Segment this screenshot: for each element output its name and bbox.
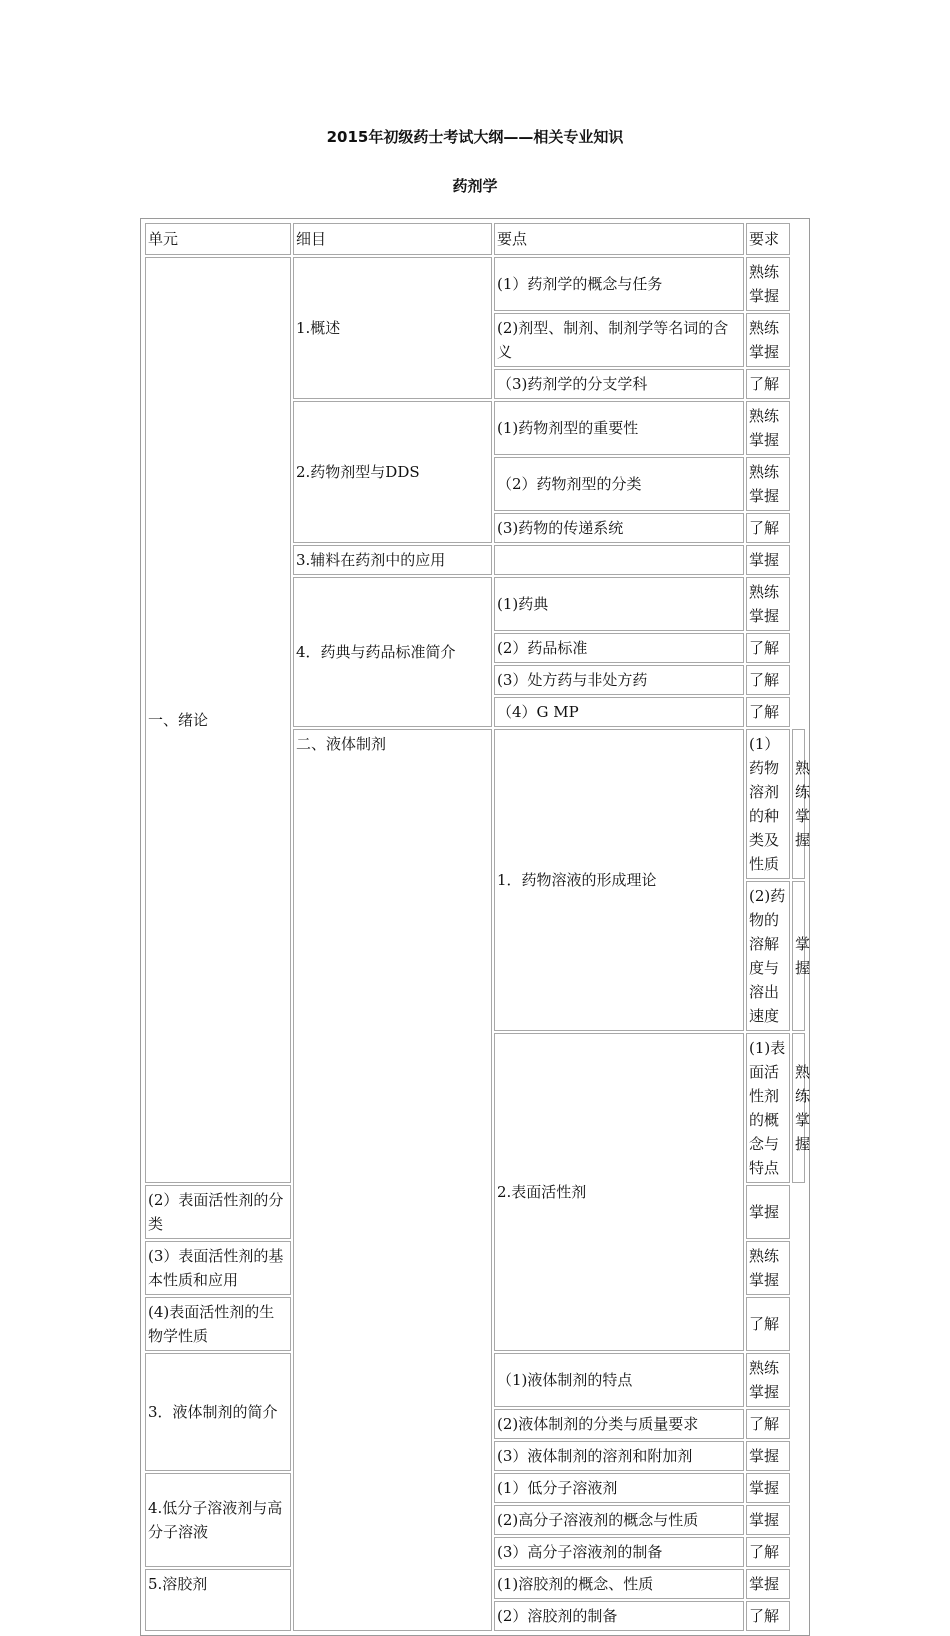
point-cell: (1）低分子溶液剂 — [494, 1473, 744, 1503]
requirement-cell: 掌握 — [792, 881, 805, 1031]
table-header-row — [145, 223, 805, 255]
item-cell: 1.概述 — [293, 257, 492, 399]
point-cell — [494, 545, 744, 575]
point-cell: (2）药品标准 — [494, 633, 744, 663]
item-cell: 5.溶胶剂 — [145, 1569, 291, 1631]
requirement-cell: 了解 — [746, 1537, 790, 1567]
point-cell: (2)液体制剂的分类与质量要求 — [494, 1409, 744, 1439]
item-cell: 4．药典与药品标准简介 — [293, 577, 492, 727]
requirement-cell: 熟练掌握 — [746, 401, 790, 455]
point-cell: （1)液体制剂的特点 — [494, 1353, 744, 1407]
requirement-cell: 了解 — [746, 1297, 790, 1351]
point-cell: (1)药典 — [494, 577, 744, 631]
requirement-cell: 了解 — [746, 697, 790, 727]
requirement-cell: 了解 — [746, 665, 790, 695]
point-cell: (1)药物剂型的重要性 — [494, 401, 744, 455]
point-cell: （2）药物剂型的分类 — [494, 457, 744, 511]
point-cell: (1）药物溶剂的种类及性质 — [746, 729, 790, 879]
point-cell: (2）溶胶剂的制备 — [494, 1601, 744, 1631]
requirement-cell: 熟练掌握 — [746, 313, 790, 367]
item-cell: 3．液体制剂的简介 — [145, 1353, 291, 1471]
header-unit: 单元 — [145, 223, 291, 255]
header-item: 细目 — [293, 223, 492, 255]
item-cell: 4.低分子溶液剂与高分子溶液 — [145, 1473, 291, 1567]
requirement-cell: 掌握 — [746, 1441, 790, 1471]
requirement-cell: 了解 — [746, 1601, 790, 1631]
point-cell: (1)溶胶剂的概念、性质 — [494, 1569, 744, 1599]
point-cell: (4)表面活性剂的生物学性质 — [145, 1297, 291, 1351]
point-cell: （3)药剂学的分支学科 — [494, 369, 744, 399]
syllabus-table-wrapper — [140, 218, 810, 1636]
requirement-cell: 了解 — [746, 513, 790, 543]
point-cell: （4）G MP — [494, 697, 744, 727]
requirement-cell: 掌握 — [746, 1473, 790, 1503]
point-cell: (3）液体制剂的溶剂和附加剂 — [494, 1441, 744, 1471]
point-cell: (2)高分子溶液剂的概念与性质 — [494, 1505, 744, 1535]
requirement-cell: 掌握 — [746, 545, 790, 575]
point-cell: (2)剂型、制剂、制剂学等名词的含义 — [494, 313, 744, 367]
requirement-cell: 熟练掌握 — [746, 577, 790, 631]
requirement-cell: 熟练掌握 — [792, 1033, 805, 1183]
header-requirement: 要求 — [746, 223, 790, 255]
point-cell: (3)药物的传递系统 — [494, 513, 744, 543]
point-cell: (2）表面活性剂的分类 — [145, 1185, 291, 1239]
requirement-cell: 熟练掌握 — [792, 729, 805, 879]
requirement-cell: 掌握 — [746, 1505, 790, 1535]
point-cell: (3）高分子溶液剂的制备 — [494, 1537, 744, 1567]
item-cell: 1．药物溶液的形成理论 — [494, 729, 744, 1031]
requirement-cell: 了解 — [746, 1409, 790, 1439]
syllabus-table — [143, 221, 811, 1633]
requirement-cell: 熟练掌握 — [746, 457, 790, 511]
table-row — [145, 257, 805, 311]
item-cell: 2.药物剂型与DDS — [293, 401, 492, 543]
point-cell: (1）药剂学的概念与任务 — [494, 257, 744, 311]
unit-cell: 一、绪论 — [145, 257, 291, 1183]
item-cell: 2.表面活性剂 — [494, 1033, 744, 1351]
requirement-cell: 掌握 — [746, 1185, 790, 1239]
document-subtitle: 药剂学 — [452, 177, 498, 195]
document-title: 2015年初级药士考试大纲——相关专业知识 — [326, 128, 624, 146]
point-cell: (3）表面活性剂的基本性质和应用 — [145, 1241, 291, 1295]
point-cell: (1)表面活性剂的概念与特点 — [746, 1033, 790, 1183]
requirement-cell: 熟练掌握 — [746, 1353, 790, 1407]
point-cell: (3）处方药与非处方药 — [494, 665, 744, 695]
requirement-cell: 熟练掌握 — [746, 257, 790, 311]
requirement-cell: 掌握 — [746, 1569, 790, 1599]
requirement-cell: 了解 — [746, 369, 790, 399]
item-cell: 3.辅料在药剂中的应用 — [293, 545, 492, 575]
requirement-cell: 了解 — [746, 633, 790, 663]
point-cell: (2)药物的溶解度与溶出速度 — [746, 881, 790, 1031]
unit-cell: 二、液体制剂 — [293, 729, 492, 1631]
header-point: 要点 — [494, 223, 744, 255]
requirement-cell: 熟练掌握 — [746, 1241, 790, 1295]
